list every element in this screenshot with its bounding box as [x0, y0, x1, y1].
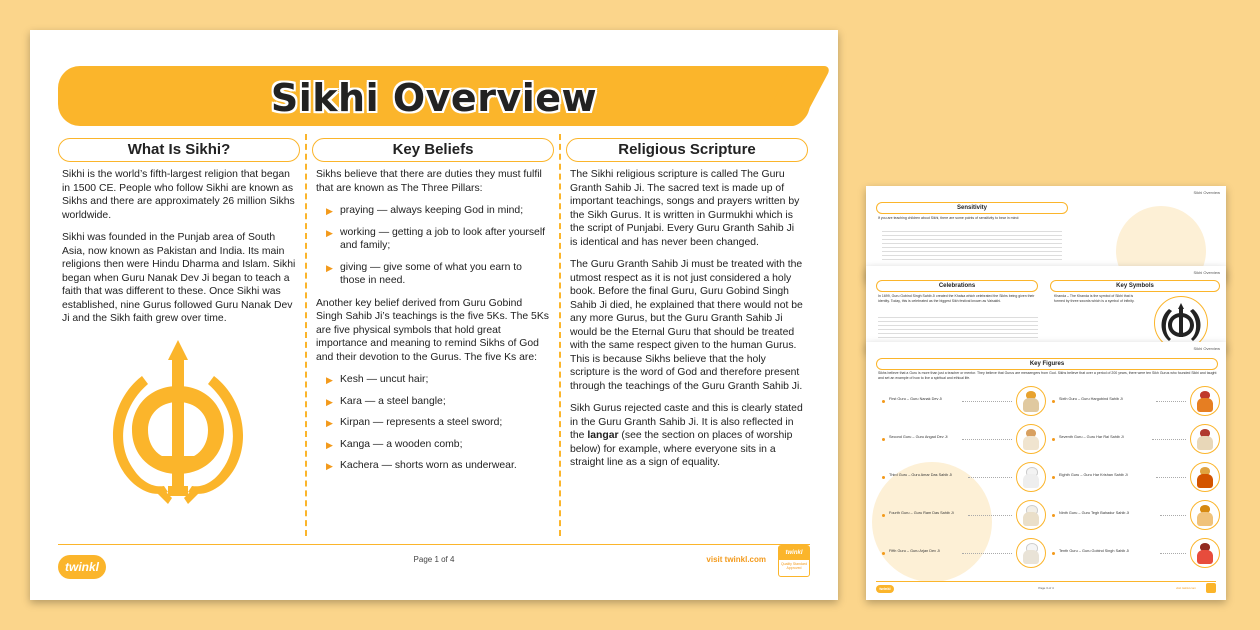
page-footer [876, 581, 1216, 594]
list-item: ▶ working — getting a job to look after yourself and family; [326, 226, 546, 251]
list-item: ▶ Kanga — a wooden comb; [326, 438, 550, 452]
list-item: ▶ Kara — a steel bangle; [326, 395, 550, 409]
paragraph: Another key belief derived from Guru Gobind Singh Sahib Ji’s teachings is the five 5Ks. The 5Ks are five physical symbols that hold great importance and meaning to remind Sikhs of God and their devotion to the Gurus. The five Ks are: [316, 297, 549, 363]
guru-figure: Eighth Guru – Guru Har Krishan Sahib Ji [1052, 462, 1220, 492]
guru-portrait [1190, 538, 1220, 568]
page-footer [58, 544, 810, 585]
what-is-sikhi-heading: What Is Sikhi? [58, 138, 300, 162]
bullet-triangle-icon: ▶ [326, 262, 333, 273]
text-lines [882, 228, 1062, 262]
key-symbols-text: Khanda – The Khanda is the symbol of Sikhi that is formed by three swords which is a symbol of infinity. [1054, 294, 1135, 303]
paragraph: The Sikhi religious scripture is called The Guru Granth Sahib Ji. The sacred text is made up of important teachings, songs and prayers written by the Sikh Gurus. It is written in Gurmukhi which is the script of Punjabi. Every Guru Granth Sahib Ji is identical and has never been changed. [570, 169, 800, 248]
visit-link[interactable]: visit twinkl.com [706, 555, 766, 564]
page-number: Page 3 of 4 [1038, 586, 1054, 590]
paragraph: Sikh Gurus rejected caste and this is clearly stated in the Guru Granth Sahib Ji. It is also reflected in the langar (see the section on places of worship below) for example, where everyone sits in a straight line as a sign of equality. [570, 403, 803, 468]
guru-figure: Fifth Guru – Guru Arjan Dev Ji [882, 538, 1046, 568]
paragraph: The Guru Granth Sahib Ji must be treated with the utmost respect as it is not just considered a holy book. Before the final Guru, Guru Gobind Singh Sahib Ji died, he explained that there would not be any more Gurus, but the Guru Granth Sahib Ji would be the Eternal Guru that should be treated with the same respect given to the human Gurus. This is because Sikhs believe that the holy scripture is the word of God and therefore present through the teachings of the Guru Granth Sahib Ji. [570, 259, 803, 392]
guru-figure: Ninth Guru – Guru Tegh Bahadur Sahib Ji [1052, 500, 1220, 530]
worksheet-page-3-thumbnail [866, 266, 1226, 351]
guru-figure: Seventh Guru – Guru Har Rai Sahib Ji [1052, 424, 1220, 454]
paragraph: Sikhi is the world’s fifth-largest religion that began in 1500 CE. People who follow Sikhi are known as Sikhs and there are approximately 26 million Sikhs worldwide. [62, 169, 295, 221]
key-beliefs-column [312, 138, 554, 482]
page-header: Sikhi Overview [1193, 346, 1220, 351]
bullet-triangle-icon: ▶ [326, 418, 333, 428]
list-item: ▶ Kachera — shorts worn as underwear. [326, 459, 550, 473]
three-pillars-list [316, 204, 550, 288]
khanda-icon [98, 336, 258, 516]
quality-badge: twinkl Quality Standard Approved [778, 545, 810, 577]
key-figures-heading: Key Figures [876, 358, 1218, 370]
sensitivity-heading: Sensitivity [876, 202, 1068, 214]
bullet-triangle-icon: ▶ [326, 439, 333, 450]
worksheet-page-1 [30, 30, 838, 600]
text-lines [878, 314, 1038, 338]
page-header: Sikhi Overview [1193, 270, 1220, 275]
key-symbols-heading: Key Symbols [1050, 280, 1220, 292]
five-ks-list [316, 373, 550, 473]
guru-portrait [1016, 500, 1046, 530]
twinkl-logo: twinkl [876, 585, 894, 593]
twinkl-logo: twinkl [58, 555, 106, 579]
guru-figure: Second Guru – Guru Angad Dev Ji [882, 424, 1046, 454]
key-figures-intro: Sikhs believe that a Guru is more than just a teacher or mentor. They believe that Gurus are messengers from God. Sikhs believe that over a period of 200 years, there were ten Sikh Gurus who founded Sikhi and taught and set an example of how to live a spiritual and ethical life. [878, 371, 1217, 380]
worksheet-page-4-thumbnail [866, 342, 1226, 600]
quality-badge [1206, 583, 1216, 593]
list-item: ▶ giving — give some of what you earn to those in need. [326, 261, 522, 286]
bullet-triangle-icon: ▶ [326, 375, 333, 385]
paragraph: Sikhs believe that there are duties they must fulfil that are known as The Three Pillars: [316, 169, 542, 194]
guru-portrait [1190, 386, 1220, 416]
bullet-triangle-icon: ▶ [326, 227, 333, 238]
list-item: ▶ Kirpan — represents a steel sword; [326, 416, 550, 430]
celebrations-text: In 1699, Guru Gobind Singh Sahib Ji created the Khalsa which celebrated the Sikhs being given their identity. Today, this is celebrated as the biggest Sikh festival known as Vaisakhi. [878, 294, 1035, 303]
guru-portrait [1190, 462, 1220, 492]
langar-term: langar [587, 430, 619, 441]
bullet-triangle-icon: ▶ [326, 206, 333, 216]
bullet-triangle-icon: ▶ [326, 396, 333, 407]
guru-figure: Tenth Guru – Guru Gobind Singh Sahib Ji [1052, 538, 1220, 568]
religious-scripture-heading: Religious Scripture [566, 138, 808, 162]
visit-link[interactable]: visit twinkl.com [1175, 586, 1196, 590]
guru-portrait [1190, 424, 1220, 454]
key-beliefs-heading: Key Beliefs [312, 138, 554, 162]
guru-portrait [1016, 424, 1046, 454]
religious-scripture-column [566, 138, 808, 479]
page-number: Page 1 of 4 [413, 555, 455, 564]
page-title: Sikhi Overview [270, 76, 598, 120]
column-divider [305, 134, 307, 536]
guru-portrait [1016, 462, 1046, 492]
guru-figure: First Guru – Guru Nanak Dev Ji [882, 386, 1046, 416]
guru-portrait [1016, 538, 1046, 568]
paragraph: Sikhi was founded in the Punjab area of South Asia, now known as Pakistan and India. Its main religions then were Hindu Dharma and Islam. Sikhi began when Guru Nanak Dev Ji began to teach a faith that was different to these. Once Sikhi was established, nine Gurus followed Guru Nanak Dev Ji and the Sikh faith grew over time. [62, 232, 296, 324]
guru-figure: Fourth Guru – Guru Ram Das Sahib Ji [882, 500, 1046, 530]
sensitivity-text: If you are teaching children about Sikhi, there are some points of sensitivity to bear in mind: [878, 216, 1020, 220]
list-item: ▶ praying — always keeping God in mind; [326, 204, 550, 218]
bullet-triangle-icon: ▶ [326, 461, 333, 471]
guru-figure: Third Guru – Guru Amar Das Sahib Ji [882, 462, 1046, 492]
page-header: Sikhi Overview [1193, 190, 1220, 195]
guru-portrait [1190, 500, 1220, 530]
list-item: ▶ Kesh — uncut hair; [326, 373, 550, 387]
guru-figure: Sixth Guru – Guru Hargobind Sahib Ji [1052, 386, 1220, 416]
what-is-sikhi-column [58, 138, 300, 335]
guru-portrait [1016, 386, 1046, 416]
celebrations-heading: Celebrations [876, 280, 1038, 292]
column-divider [559, 134, 561, 536]
